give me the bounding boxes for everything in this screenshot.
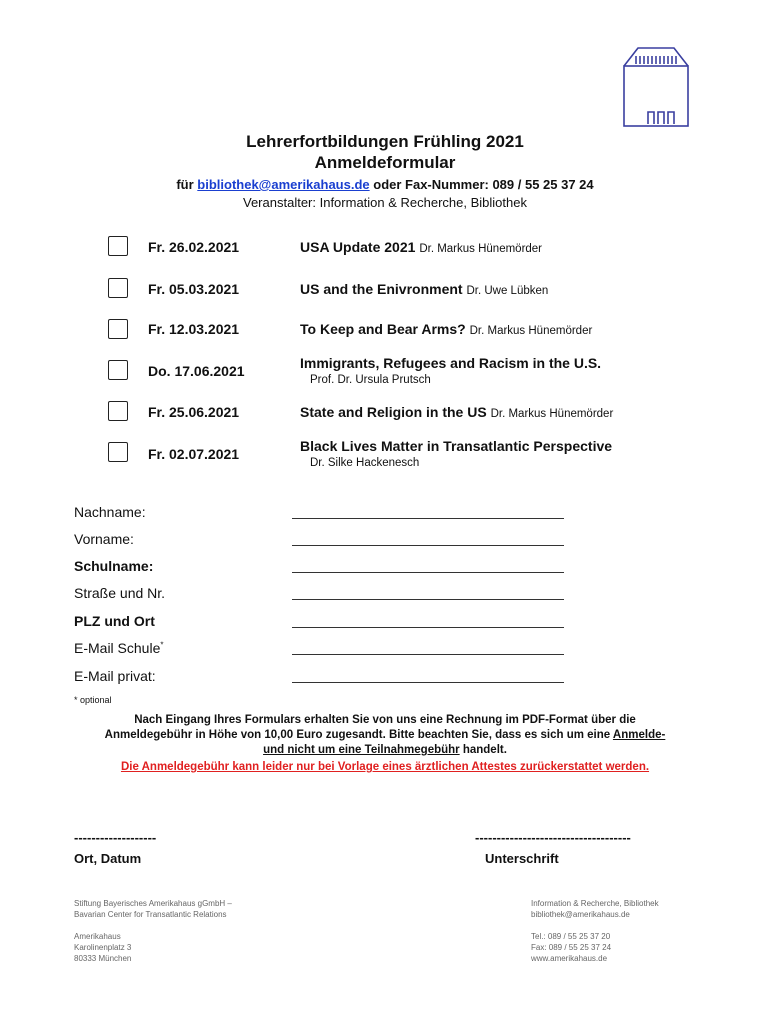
firstname-field[interactable] [292,544,564,546]
school-label: Schulname: [74,558,154,574]
lastname-label: Nachname: [74,504,146,520]
street-label: Straße und Nr. [74,585,166,601]
zip-city-field[interactable] [292,626,564,628]
fax-text: oder Fax-Nummer: 089 / 55 25 37 24 [369,177,594,192]
street-field[interactable] [292,598,564,600]
footer-right-line [531,920,659,931]
course-title: State and Religion in the US [300,404,487,420]
course-date: Do. 17.06.2021 [148,363,245,379]
optional-note: * optional [74,695,112,705]
course-speaker: Prof. Dr. Ursula Prutsch [310,374,431,386]
footer-left-line: Amerikahaus [74,932,121,941]
private-email-field[interactable] [292,681,564,683]
footer-left-line [74,920,232,931]
course-title: To Keep and Bear Arms? [300,321,466,337]
course-speaker: Dr. Uwe Lübken [466,285,549,297]
signature-line[interactable]: ------------------------------------ [475,830,631,845]
info-line3-underlined: und nicht um eine Teilnahmegebühr [263,744,460,756]
course-title-line [300,281,548,297]
course-speaker: Dr. Markus Hünemörder [490,408,614,420]
zip-city-label: PLZ und Ort [74,613,155,629]
school-email-text: E-Mail Schule [74,640,161,656]
footer-left-line: Karolinenplatz 3 [74,943,132,952]
lastname-field[interactable] [292,517,564,519]
course-checkbox[interactable] [108,360,128,380]
footer-right-line: www.amerikahaus.de [531,954,608,963]
course-checkbox[interactable] [108,278,128,298]
course-checkbox[interactable] [108,442,128,462]
course-date: Fr. 05.03.2021 [148,281,240,297]
info-line3-text: handelt. [459,744,507,756]
optional-mark: * [160,640,164,650]
course-title: Immigrants, Refugees and Racism in the U.S. [300,355,602,371]
school-email-label [74,640,164,656]
info-paragraph [60,713,710,758]
course-title: USA Update 2021 [300,239,416,255]
building-logo-icon [622,44,690,128]
course-title: US and the Enivronment [300,281,463,297]
school-field[interactable] [292,571,564,573]
course-checkbox[interactable] [108,319,128,339]
course-checkbox[interactable] [108,401,128,421]
info-line1: Nach Eingang Ihres Formulars erhalten Sie von uns eine Rechnung im PDF-Format über die [134,714,636,726]
info-line2 [60,728,710,743]
course-title: Black Lives Matter in Transatlantic Perspective [300,438,613,454]
page-subtitle: Anmeldeformular [314,153,456,172]
course-date: Fr. 25.06.2021 [148,404,240,420]
info-line2-underlined: Anmelde- [612,729,666,741]
firstname-label: Vorname: [74,531,134,547]
footer-right-line: Tel.: 089 / 55 25 37 20 [531,932,611,941]
course-date: Fr. 26.02.2021 [148,239,240,255]
organizer-line: Veranstalter: Information & Recherche, Bibliothek [243,195,527,210]
footer-left-line: Stiftung Bayerisches Amerikahaus gGmbH – [74,899,232,908]
course-date: Fr. 12.03.2021 [148,321,240,337]
footer-left-line: 80333 München [74,954,132,963]
course-date: Fr. 02.07.2021 [148,446,240,462]
course-checkbox[interactable] [108,236,128,256]
email-link[interactable]: bibliothek@amerikahaus.de [197,177,370,192]
school-email-field[interactable] [292,653,564,655]
footer-right-line: bibliothek@amerikahaus.de [531,910,630,919]
contact-prefix: für [176,177,198,192]
footer-left [74,898,232,964]
course-title-line [300,404,613,420]
course-title-line [300,239,542,255]
contact-line [0,177,770,192]
footer-right-line: Fax: 089 / 55 25 37 24 [531,943,612,952]
info-line2-text: Anmeldegebühr in Höhe von 10,00 Euro zugesandt. Bitte beachten Sie, dass es sich um eine [104,729,613,741]
refund-notice: Die Anmeldegebühr kann leider nur bei Vorlage eines ärztlichen Attestes zurückerstattet werden. [120,761,650,773]
place-date-line[interactable]: ------------------- [74,830,157,845]
course-speaker: Dr. Silke Hackenesch [310,457,420,469]
footer-right-line: Information & Recherche, Bibliothek [531,899,659,908]
page-title: Lehrerfortbildungen Frühling 2021 [246,132,524,151]
course-speaker: Dr. Markus Hünemörder [469,325,593,337]
footer-right [531,898,659,964]
signature-label: Unterschrift [485,851,559,866]
place-date-label: Ort, Datum [74,851,142,866]
info-line3 [60,743,710,758]
footer-left-line: Bavarian Center for Transatlantic Relations [74,910,227,919]
course-title-line [300,321,592,337]
private-email-label: E-Mail privat: [74,668,156,684]
course-speaker: Dr. Markus Hünemörder [419,243,543,255]
